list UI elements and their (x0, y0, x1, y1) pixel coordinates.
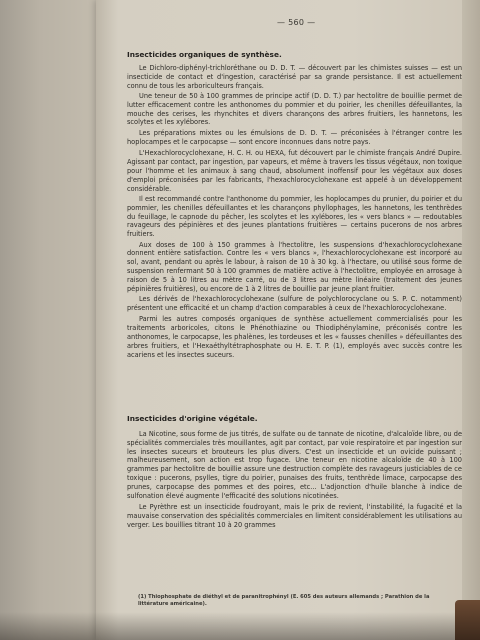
paragraph-hch-uses: Il est recommandé contre l'anthonome du pommier, les hoplocampes du prunier, du poirier et du pommier, les chenilles défeuillantes et les charançons phyllophages, les hannetons, les tenthrèdes du feuillage, le capnode du pêcher, les scolytes et les xylébores, les « vers blancs » — redoutables ravageurs des pépinières et des jeunes plantations fruitières — certains pucerons de nos arbres fruitiers. (127, 194, 462, 239)
section-heading-vegetal: Insecticides d'origine végétale. (127, 414, 258, 423)
paragraph-hch-derivatives: Les dérivés de l'hexachlorocyclohexane (sulfure de polychlorocyclane ou S. P. C. notamment) présentent une efficacité et un champ d'action comparables à ceux de l'hexachlorocyclohexane. (127, 294, 462, 312)
paragraph-ddt-mixtures: Les préparations mixtes ou les émulsions de D. D. T. — préconisées à l'étranger contre les hoplocampes et le carpocapse — sont encore inconnues dans notre pays. (127, 128, 462, 146)
section-body-synthetic (127, 64, 462, 361)
paragraph-hch-doses: Aux doses de 100 à 150 grammes à l'hectolitre, les suspensions d'hexachlorocyclohexane donnent entière satisfaction. Contre les « vers blancs », l'hexachlorocyclohexane est incorporé au sol, avant, pendant ou après le labour, à raison de 10 à 30 kg. à l'hectare, ou utilisé sous forme de suspension renfermant 50 à 100 grammes de matière active à l'hectolitre, employée en arrosage à raison de 5 à 10 litres au mètre carré, ou de 3 litres au mètre linéaire (traitement des jeunes pépinières fruitières), ou encore de 1 à 2 litres de bouillie par jeune plant fruitier. (127, 240, 462, 293)
paragraph-nicotine: La Nicotine, sous forme de jus titrés, de sulfate ou de tannate de nicotine, d'alcaloïde libre, ou de spécialités commerciales très mouillantes, agit par contact, par voie respiratoire et par ingestion sur les insectes suceurs et brouteurs les plus divers. C'est un insecticide et un ovicide puissant ; malheureusement, son action est trop fugace. Une teneur en nicotine alcaloïde de 40 à 100 grammes par hectolitre de bouillie assure une destruction complète des ravageurs justiciables de ce toxique : pucerons, psylles, tigre du poirier, punaises des fruits, tenthrède limace, carpocapse des prunes, carpocapse des pommes et des poires, etc... L'adjonction d'huile blanche à indice de sulfonation élevé augmente l'efficacité des solutions nicotinées. (127, 430, 462, 500)
paragraph-pyrethre: Le Pyrèthre est un insecticide foudroyant, mais le prix de revient, l'instabilité, la fugacité et la mauvaise conservation des spécialités commerciales en limitent considérablement les utilisations au verger. Les bouillies titrant 10 à 20 grammes (127, 503, 462, 529)
right-page-edge (462, 0, 480, 600)
paragraph-ddt-intro: Le Dichloro-diphényl-trichloréthane ou D. D. T. — découvert par les chimistes suisses — est un insecticide de contact et d'ingestion, caractérisé par sa grande persistance. Il est actuellement connu de tous les arboriculteurs français. (127, 64, 462, 90)
paragraph-ddt-dose: Une teneur de 50 à 100 grammes de principe actif (D. D. T.) par hectolitre de bouillie permet de lutter efficacement contre les anthonomes du pommier et du poirier, les chenilles défeuillantes, la mouche des cerises, les rhynchites et divers charançons des arbres fruitiers, les hannetons, les scolytes et les xylébores. (127, 91, 462, 127)
left-page-margin (0, 0, 96, 640)
section-heading-synthetic: Insecticides organiques de synthèse. (127, 50, 282, 59)
section-body-vegetal (127, 430, 462, 531)
bottom-shadow (0, 612, 480, 640)
paragraph-hch-intro: L'Hexachlorocyclohexane, H. C. H. ou HEXA, fut découvert par le chimiste français André Dupire. Agissant par contact, par ingestion, par vapeurs, et même à travers les tissus végétaux, non toxique pour l'homme et les animaux à sang chaud, absolument inoffensif pour les végétaux aux doses d'emploi préconisées par les fabricants, l'hexachlorocyclohexane est appelé à un développement considérable. (127, 149, 462, 193)
dark-corner-object (455, 600, 480, 640)
page-number: — 560 — (277, 18, 316, 27)
footnote: (1) Thiophosphate de diéthyl et de paranitrophényl (E. 605 des auteurs allemands ; Parathion de la littérature américaine). (138, 594, 430, 607)
paragraph-other-compounds: Parmi les autres composés organiques de synthèse actuellement commercialisés pour les traitements arboricoles, citons le Phénothiazine ou Thiodiphénylamine, préconisés contre les anthonomes, le carpocapse, les phalènes, les tordeuses et les « fausses chenilles » défeuillantes des arbres fruitiers, et l'Hexaéthyltétraphosphate ou H. E. T. P. (1), employés avec succès contre les acariens et les insectes suceurs. (127, 315, 462, 359)
